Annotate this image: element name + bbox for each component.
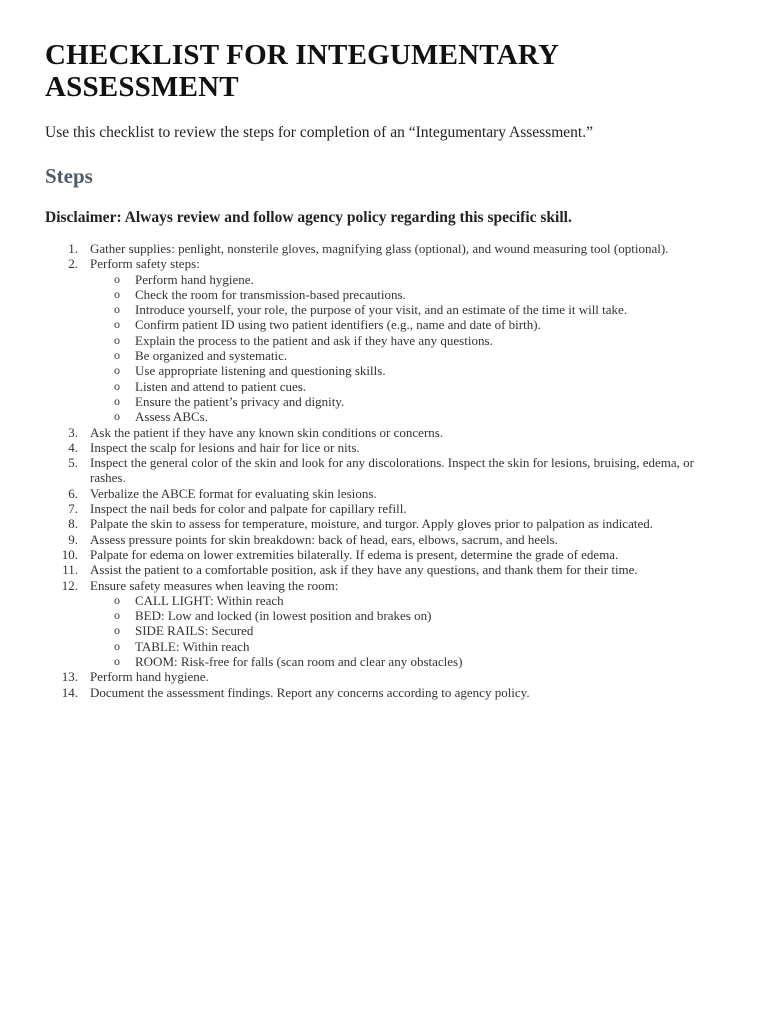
step-text: Palpate for edema on lower extremities bilaterally. If edema is present, determine the grade of edema.: [90, 546, 619, 562]
page-title: CHECKLIST FOR INTEGUMENTARY ASSESSMENT: [45, 39, 559, 103]
step-number: 4.: [68, 439, 78, 455]
step-item: [45, 532, 723, 547]
substep-item: [90, 272, 723, 287]
substep-text: Explain the process to the patient and ask if they have any questions.: [135, 332, 493, 348]
step-number: 5.: [68, 455, 78, 471]
hollow-bullet-icon: o: [114, 286, 120, 301]
disclaimer-text: Disclaimer: Always review and follow agency policy regarding this specific skill.: [45, 209, 572, 226]
step-number: 6.: [68, 485, 78, 501]
step-number: 10.: [61, 546, 78, 562]
hollow-bullet-icon: o: [114, 348, 120, 363]
step-number: 12.: [61, 577, 78, 593]
step-text: Perform safety steps:: [90, 256, 200, 272]
substep-item: [90, 379, 723, 394]
substep-item: [90, 287, 723, 302]
step-item: [45, 501, 723, 516]
step-text: Inspect the nail beds for color and palpate for capillary refill.: [90, 501, 407, 517]
step-number: 7.: [68, 501, 78, 517]
step-item: [45, 685, 723, 700]
substep-item: [90, 317, 723, 332]
substep-text: CALL LIGHT: Within reach: [135, 592, 284, 608]
step-item: [45, 440, 723, 455]
step-number: 2.: [68, 256, 78, 272]
substep-text: Introduce yourself, your role, the purpose of your visit, and an estimate of the time it will take.: [135, 302, 628, 318]
step-item: [45, 425, 723, 440]
step-number: 14.: [61, 684, 78, 700]
hollow-bullet-icon: o: [114, 317, 120, 332]
hollow-bullet-icon: o: [114, 271, 120, 286]
step-number: 8.: [68, 516, 78, 532]
substep-text: Listen and attend to patient cues.: [135, 378, 307, 394]
step-item: [45, 578, 723, 670]
step-number: 1.: [68, 241, 78, 256]
substep-item: [90, 363, 723, 378]
substep-item: [90, 394, 723, 409]
substep-item: [90, 302, 723, 317]
substep-item: [90, 623, 723, 638]
hollow-bullet-icon: o: [114, 332, 120, 347]
substep-text: TABLE: Within reach: [135, 638, 250, 654]
step-text: Palpate the skin to assess for temperature, moisture, and turgor. Apply gloves prior to palpation as indicated.: [90, 516, 653, 532]
hollow-bullet-icon: o: [114, 592, 120, 607]
step-item: [45, 486, 723, 501]
step-text: Inspect the general color of the skin and look for any discolorations. Inspect the skin for lesions, bruising, edema, or rashes.: [90, 455, 694, 486]
section-heading: Steps: [45, 164, 93, 188]
steps-list: [45, 241, 723, 700]
substep-text: Check the room for transmission-based precautions.: [135, 286, 406, 302]
substep-text: BED: Low and locked (in lowest position and brakes on): [135, 608, 432, 624]
step-number: 3.: [68, 424, 78, 440]
hollow-bullet-icon: o: [114, 623, 120, 638]
step-text: Perform hand hygiene.: [90, 669, 209, 685]
hollow-bullet-icon: o: [114, 363, 120, 378]
substep-item: [90, 333, 723, 348]
step-item: [45, 455, 723, 486]
step-text: Verbalize the ABCE format for evaluating skin lesions.: [90, 485, 377, 501]
substep-item: [90, 654, 723, 669]
substep-item: [90, 593, 723, 608]
substep-text: Ensure the patient’s privacy and dignity.: [135, 393, 345, 409]
hollow-bullet-icon: o: [114, 638, 120, 653]
hollow-bullet-icon: o: [114, 378, 120, 393]
step-item: [45, 562, 723, 577]
step-text: Document the assessment findings. Report any concerns according to agency policy.: [90, 684, 530, 700]
step-item: [45, 241, 723, 256]
hollow-bullet-icon: o: [114, 608, 120, 623]
substep-item: [90, 608, 723, 623]
hollow-bullet-icon: o: [114, 654, 120, 669]
step-text: Ask the patient if they have any known skin conditions or concerns.: [90, 424, 444, 440]
step-number: 11.: [62, 562, 78, 578]
step-item: [45, 669, 723, 684]
substep-list: [90, 593, 723, 669]
substep-text: Confirm patient ID using two patient identifiers (e.g., name and date of birth).: [135, 317, 541, 333]
substep-list: [90, 272, 723, 425]
substep-text: Use appropriate listening and questioning skills.: [135, 363, 386, 379]
substep-text: Be organized and systematic.: [135, 348, 288, 364]
hollow-bullet-icon: o: [114, 302, 120, 317]
step-number: 13.: [61, 669, 78, 685]
substep-text: Perform hand hygiene.: [135, 271, 254, 287]
hollow-bullet-icon: o: [114, 393, 120, 408]
step-text: Inspect the scalp for lesions and hair for lice or nits.: [90, 439, 360, 455]
step-number: 9.: [68, 531, 78, 547]
substep-text: ROOM: Risk-free for falls (scan room and clear any obstacles): [135, 654, 463, 670]
substep-item: [90, 348, 723, 363]
intro-text: Use this checklist to review the steps for completion of an “Integumentary Assessment.”: [45, 124, 593, 141]
substep-item: [90, 639, 723, 654]
step-text: Ensure safety measures when leaving the room:: [90, 577, 339, 593]
step-text: Assist the patient to a comfortable position, ask if they have any questions, and thank them for their time.: [90, 562, 638, 578]
substep-item: [90, 409, 723, 424]
substep-text: SIDE RAILS: Secured: [135, 623, 254, 639]
step-item: [45, 547, 723, 562]
step-text: Assess pressure points for skin breakdown: back of head, ears, elbows, sacrum, and heels.: [90, 531, 558, 547]
step-item: [45, 516, 723, 531]
substep-text: Assess ABCs.: [135, 409, 208, 425]
step-text: Gather supplies: penlight, nonsterile gloves, magnifying glass (optional), and wound measuring tool (optional).: [90, 241, 669, 256]
step-item: [45, 256, 723, 424]
hollow-bullet-icon: o: [114, 409, 120, 424]
